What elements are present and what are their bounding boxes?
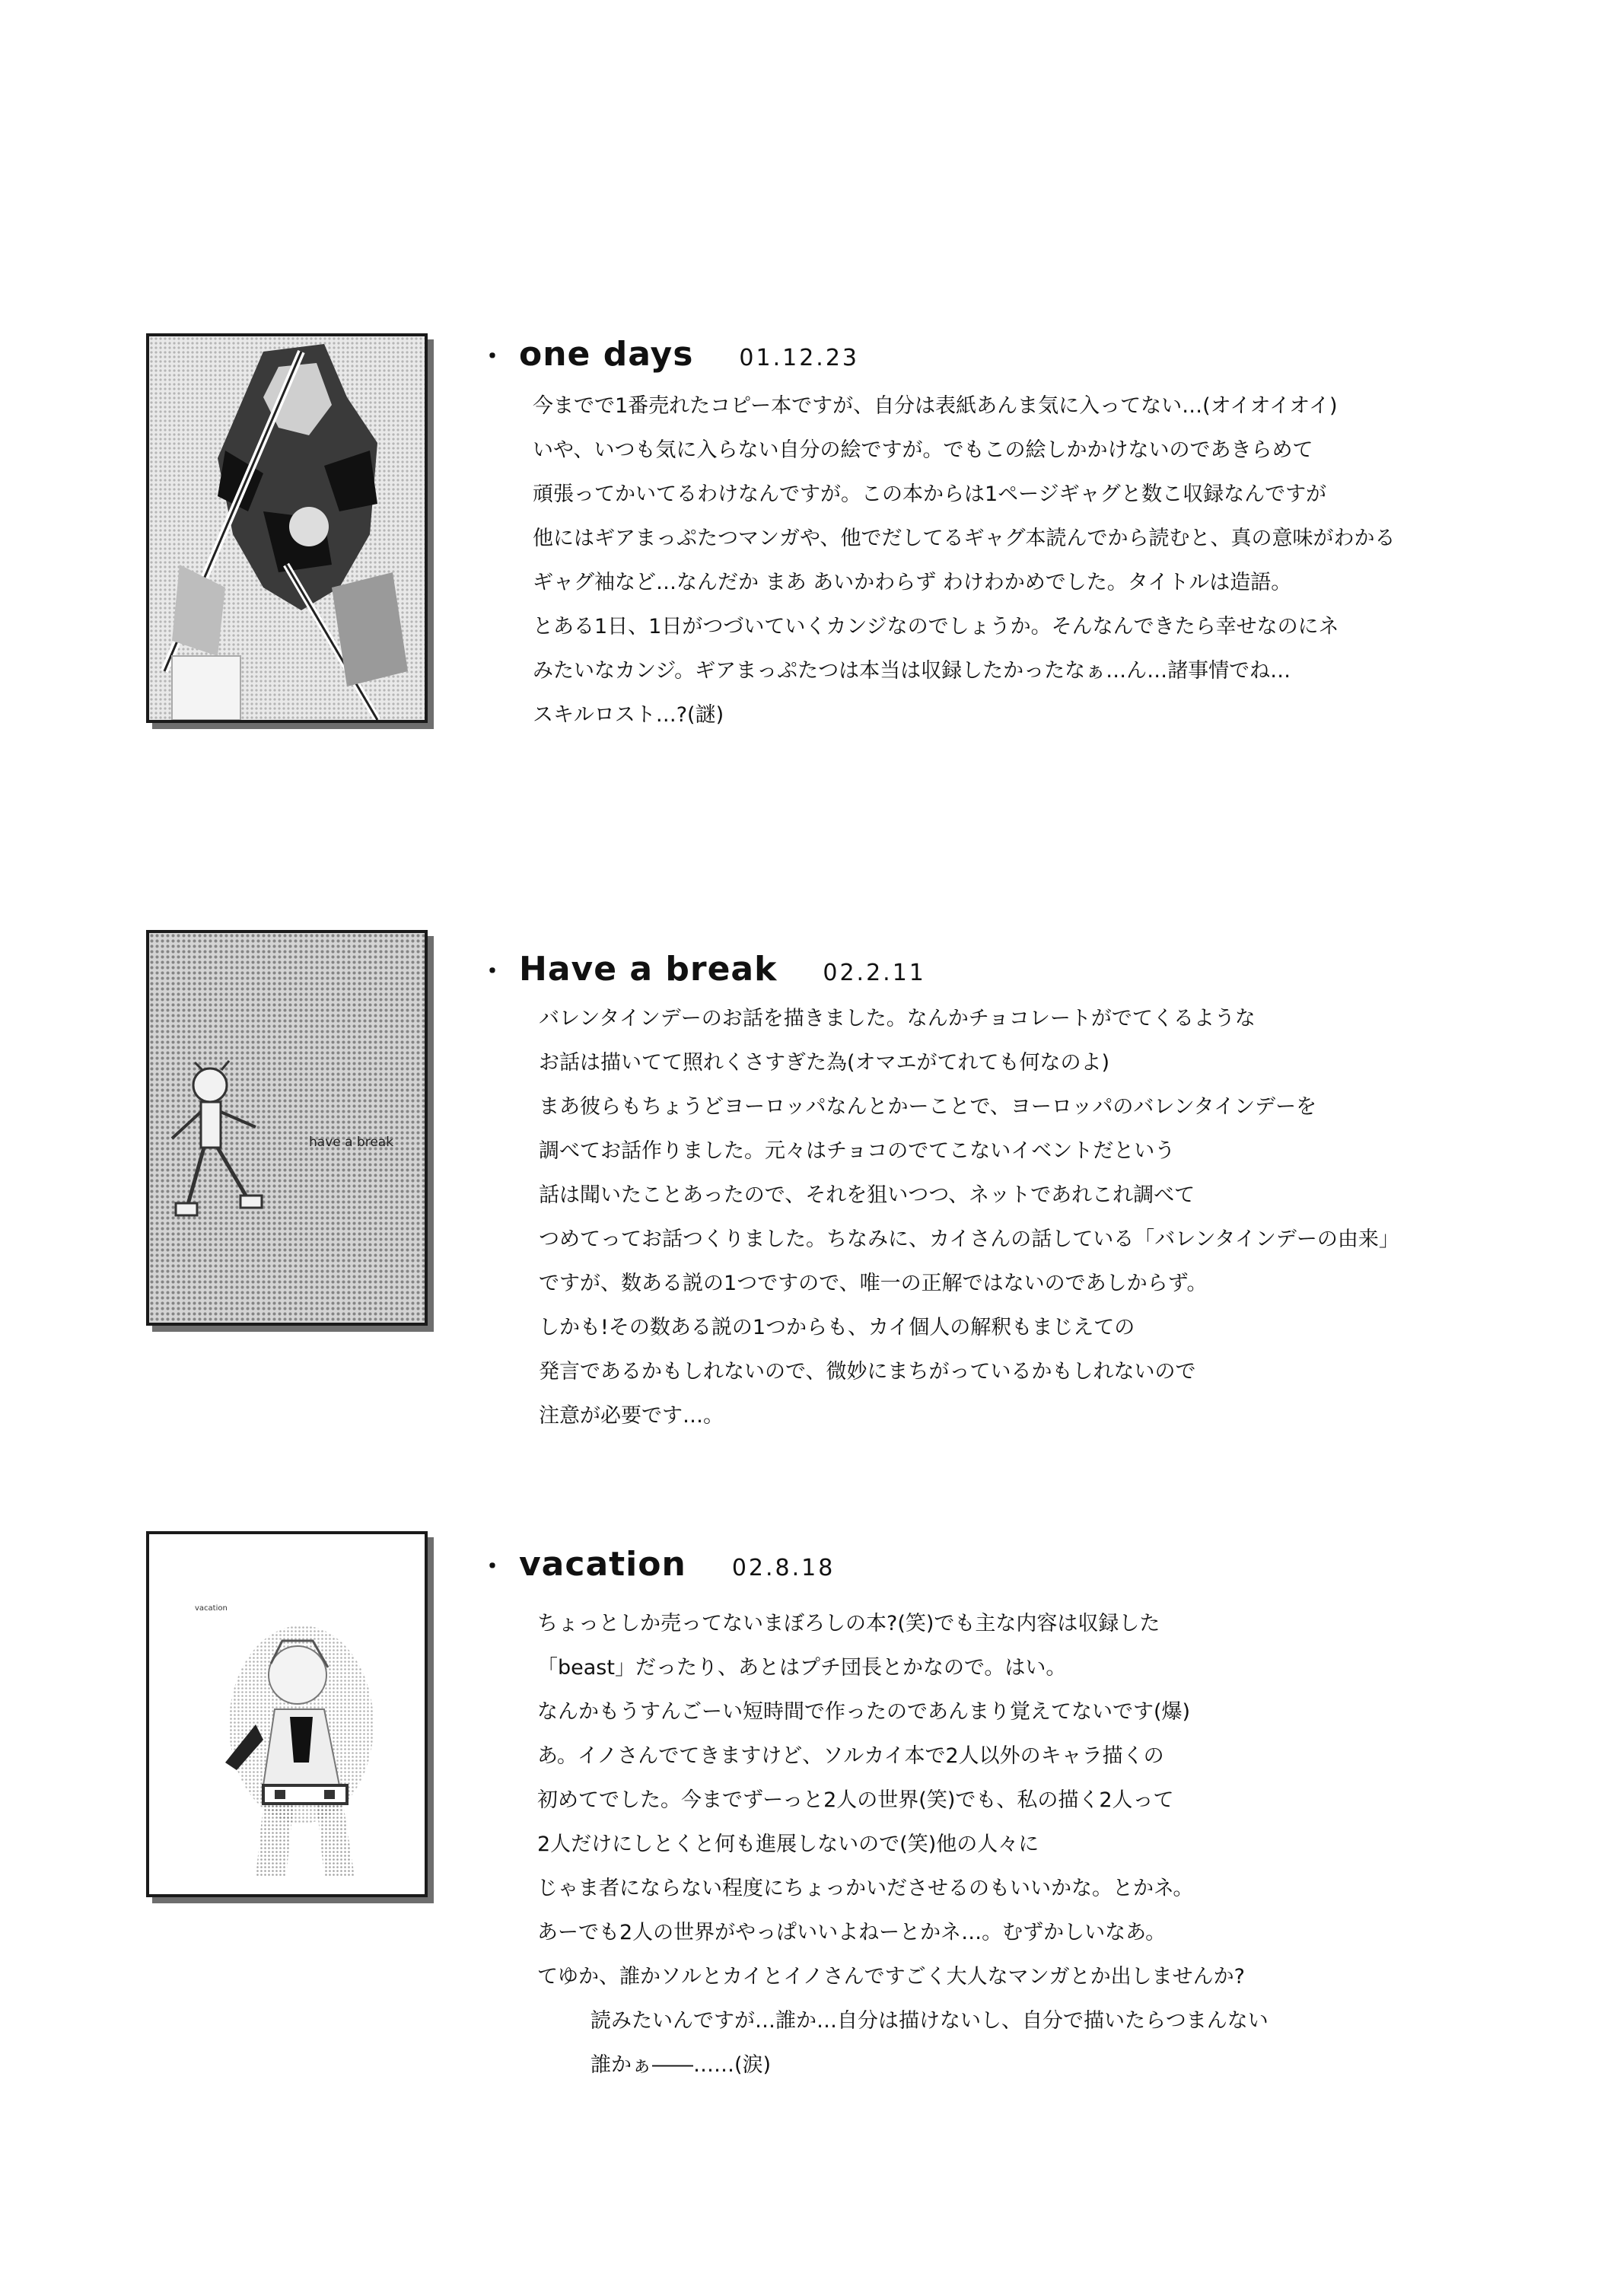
entry-body [539, 997, 1399, 1438]
body-line: 調べてお話作りました。元々はチョコのでてこないイベントだという [539, 1139, 1176, 1163]
entry-date: 01.12.23 [739, 345, 860, 371]
manga-cover-vacation [146, 1531, 428, 1897]
body-line: 「beast」だったり、あとはプチ団長とかなので。はい。 [537, 1656, 1067, 1680]
body-line: いや、いつも気に入らない自分の絵ですが。でもこの絵しかかけないのであきらめて [533, 438, 1313, 462]
body-line: 今までで1番売れたコピー本ですが、自分は表紙あんま気に入ってない…(オイオイオイ) [533, 394, 1338, 418]
entry-date: 02.2.11 [823, 960, 926, 986]
body-line: 読みたいんですが…誰か…自分は描けないし、自分で描いたらつまんない [590, 2009, 1269, 2033]
body-line: 発言であるかもしれないので、微妙にまちがっているかもしれないので [539, 1360, 1196, 1384]
entry-body [537, 1602, 1269, 2087]
entry-title: one days [519, 335, 694, 374]
body-line: ギャグ袖など…なんだか まあ あいかわらず わけわかめでした。タイトルは造語。 [533, 571, 1292, 594]
body-line: 話は聞いたことあったので、それを狙いつつ、ネットであれこれ調べて [539, 1183, 1195, 1207]
body-line: ですが、数ある説の1つですので、唯一の正解ではないのであしからず。 [539, 1272, 1208, 1295]
body-line: 注意が必要です…。 [539, 1404, 724, 1428]
title-row [479, 335, 859, 374]
entry-body [533, 384, 1395, 737]
body-line: なんかもうすんごーい短時間で作ったのであんまり覚えてないです(爆) [537, 1700, 1191, 1724]
entry-title: vacation [519, 1545, 686, 1584]
body-line: スキルロスト…?(謎) [533, 703, 724, 727]
bullet: ・ [479, 957, 505, 987]
body-line: まあ彼らもちょうどヨーロッパなんとかーことで、ヨーロッパのバレンタインデーを [539, 1095, 1317, 1119]
body-line: 初めてでした。今までずーっと2人の世界(笑)でも、私の描く2人って [537, 1788, 1174, 1812]
manga-cover-one-days [146, 333, 428, 723]
title-row [479, 950, 926, 989]
body-line: 誰かぁ――……(涙) [590, 2053, 772, 2077]
bullet: ・ [479, 342, 505, 372]
body-line: 2人だけにしとくと何も進展しないので(笑)他の人々に [537, 1833, 1039, 1856]
body-line: あ。イノさんでてきますけど、ソルカイ本で2人以外のキャラ描くの [537, 1744, 1164, 1768]
body-line: じゃま者にならない程度にちょっかいださせるのもいいかな。とかネ。 [537, 1877, 1194, 1900]
body-line: しかも!その数ある説の1つからも、カイ個人の解釈もまじえての [539, 1316, 1135, 1339]
entry-title: Have a break [519, 950, 778, 989]
body-line: ちょっとしか売ってないまぼろしの本?(笑)でも主な内容は収録した [537, 1612, 1160, 1635]
body-line: バレンタインデーのお話を描きました。なんかチョコレートがでてくるような [539, 1007, 1256, 1030]
body-line: あーでも2人の世界がやっぱいいよねーとかネ…。むずかしいなあ。 [537, 1921, 1167, 1944]
entry-date: 02.8.18 [731, 1555, 836, 1581]
title-row [479, 1545, 835, 1584]
cover-title: vacation [195, 1604, 228, 1613]
bullet: ・ [479, 1552, 505, 1582]
cover-title: have a break [309, 1135, 394, 1150]
body-line: お話は描いてて照れくさすぎた為(オマエがてれても何なのよ) [539, 1051, 1110, 1075]
body-line: とある1日、1日がつづいていくカンジなのでしょうか。そんなんできたら幸せなのにネ [533, 615, 1339, 638]
body-line: てゆか、誰かソルとカイとイノさんですごく大人なマンガとか出しませんか? [537, 1965, 1245, 1989]
body-line: 他にはギアまっぷたつマンガや、他でだしてるギャグ本読んでから読むと、真の意味がわかる [533, 527, 1396, 550]
body-line: 頑張ってかいてるわけなんですが。この本からは1ページギャグと数こ収録なんですが [533, 482, 1327, 506]
body-line: みたいなカンジ。ギアまっぷたつは本当は収録したかったなぁ…ん…諸事情でね… [533, 659, 1291, 683]
body-line: つめてってお話つくりました。ちなみに、カイさんの話している「バレンタインデーの由来」 [539, 1228, 1399, 1251]
manga-cover-have-a-break [146, 930, 428, 1326]
